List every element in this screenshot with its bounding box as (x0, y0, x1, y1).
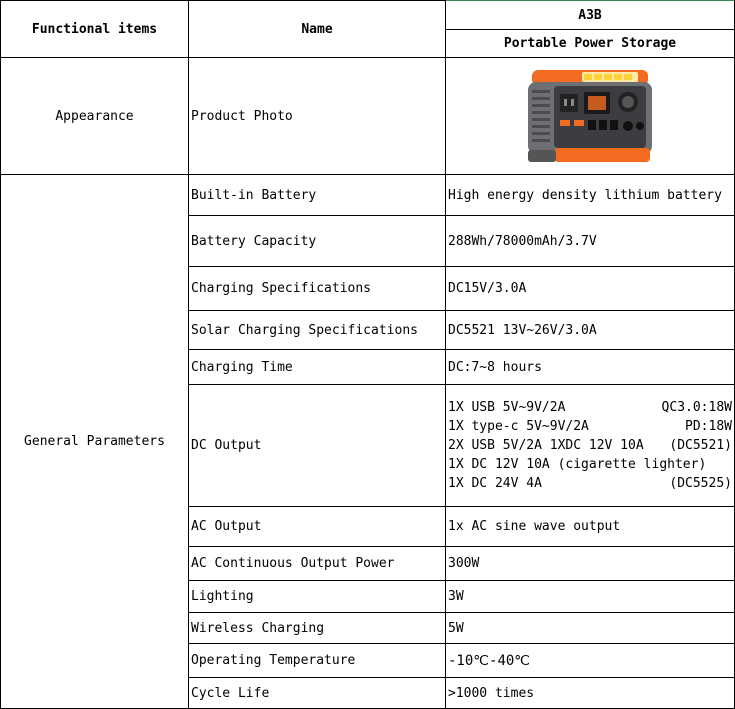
dc-output-value (446, 385, 735, 507)
header-product: Portable Power Storage (446, 30, 735, 58)
dc-output-line: 1X type-c 5V~9V/2A PD:18W (448, 419, 732, 434)
row-name: AC Output (189, 507, 446, 547)
product-photo-cell (446, 58, 735, 175)
row-name: DC Output (189, 385, 446, 507)
row-name: Charging Specifications (189, 267, 446, 311)
header-model: A3B (446, 1, 735, 30)
dc-output-list (448, 398, 732, 493)
row-value: 3W (446, 581, 735, 613)
row-name: Charging Time (189, 350, 446, 385)
row-name: Built-in Battery (189, 175, 446, 216)
row-value: 5W (446, 613, 735, 644)
row-name: Lighting (189, 581, 446, 613)
row-value: 288Wh/78000mAh/3.7V (446, 216, 735, 267)
dc-output-line: 1X USB 5V~9V/2A QC3.0:18W (448, 400, 732, 415)
row-label-product-photo: Product Photo (189, 58, 446, 175)
group-appearance: Appearance (1, 58, 189, 175)
row-value: DC:7~8 hours (446, 350, 735, 385)
dc-output-line: 2X USB 5V/2A 1XDC 12V 10A (DC5521) (448, 438, 732, 453)
row-name: Solar Charging Specifications (189, 311, 446, 350)
row-value: DC15V/3.0A (446, 267, 735, 311)
row-name: Operating Temperature (189, 644, 446, 678)
row-name: Cycle Life (189, 678, 446, 709)
row-value: -10℃-40℃ (446, 644, 735, 678)
row-name: Battery Capacity (189, 216, 446, 267)
row-value: >1000 times (446, 678, 735, 709)
header-functional-items: Functional items (1, 1, 189, 58)
row-value: High energy density lithium battery (446, 175, 735, 216)
row-name: AC Continuous Output Power (189, 547, 446, 581)
row-name: Wireless Charging (189, 613, 446, 644)
dc-output-line: 1X DC 24V 4A (DC5525) (448, 476, 732, 491)
group-general-parameters: General Parameters (1, 175, 189, 709)
dc-output-line: 1X DC 12V 10A (cigarette lighter) (448, 457, 707, 472)
row-value: DC5521 13V~26V/3.0A (446, 311, 735, 350)
row-value: 1x AC sine wave output (446, 507, 735, 547)
header-name: Name (189, 1, 446, 58)
power-station-image (524, 64, 656, 168)
row-value: 300W (446, 547, 735, 581)
